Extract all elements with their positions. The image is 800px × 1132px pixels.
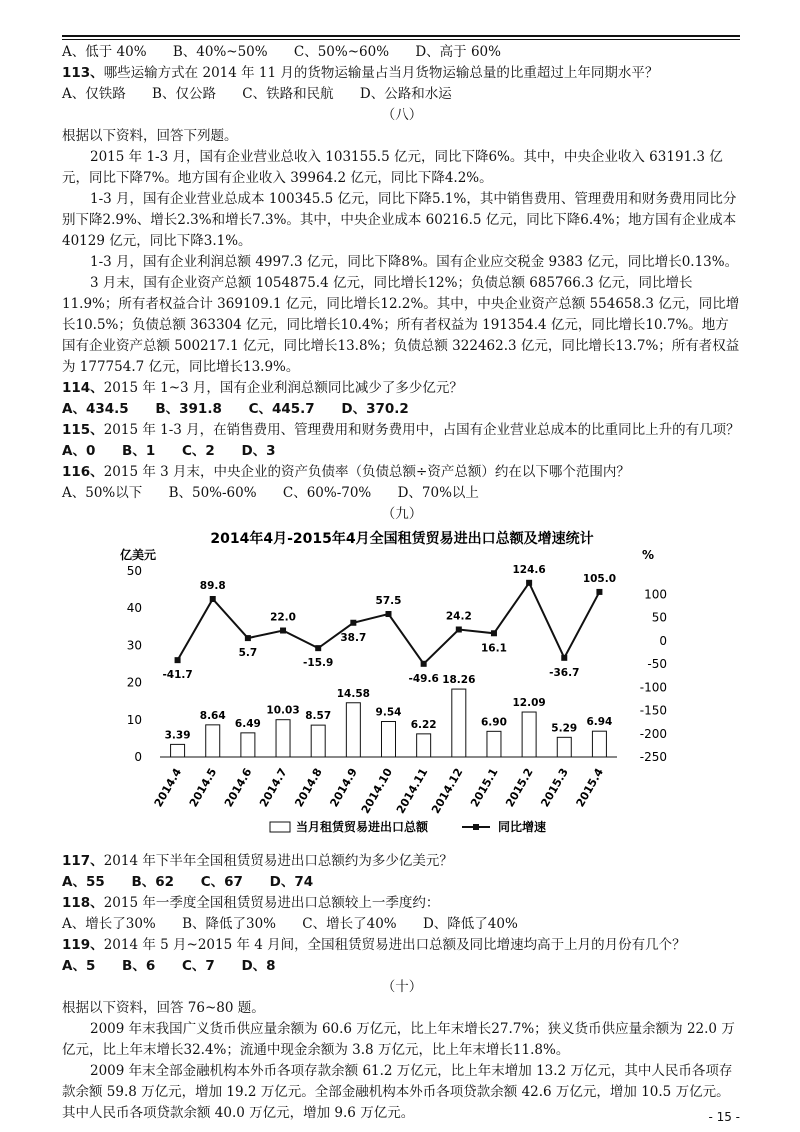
q114-options [62,399,742,420]
growth-rate-label: -41.7 [162,669,193,682]
growth-rate-label: 22.0 [270,611,296,624]
header-rule-thin [62,39,740,40]
q118-option-a: A、增长了30% [62,916,156,932]
x-axis-tick-label: 2015.1 [468,766,501,810]
bar-2014.7 [276,720,290,757]
q118-options [62,914,742,935]
bar-value-label: 5.29 [551,722,578,735]
growth-rate-point [175,657,181,663]
growth-rate-point [280,628,286,634]
q118-stem [62,893,742,914]
legend-bar-label: 当月租赁贸易进出口总额 [296,820,429,834]
q116-options [62,483,742,504]
q112-option-b: B、40%~50% [172,44,268,60]
bar-value-label: 6.49 [234,717,261,730]
x-axis-tick-label: 2014.12 [429,766,466,816]
chart [62,529,742,849]
q112-option-c: C、50%~60% [293,44,390,60]
q114-stem [62,378,742,399]
q113-stem [62,63,742,84]
q114-text: 2015 年 1~3 月，国有企业利润总额同比减少了多少亿元？ [103,380,463,396]
bar-value-label: 10.03 [266,704,300,717]
bar-value-label: 6.22 [410,718,437,731]
growth-rate-point [456,626,462,632]
right-axis-tick-label: -50 [647,657,667,671]
q114-option-a: A、434.5 [62,401,129,417]
q115-option-b: B、1 [122,443,156,459]
section-10-paragraph-1: 2009 年末我国广义货币供应量余额为 60.6 万亿元，比上年末增长27.7%；狭义货币供应量余额为 22.0 万亿元，比上年末增长32.4%；流通中现金余额为 3.8 万亿元，比上年末增长11.8%。 [62,1021,735,1058]
q115-option-a: A、0 [62,443,96,459]
page-number: - 15 - [708,1110,740,1124]
growth-rate-point [421,661,427,667]
q112-options [62,42,742,63]
bar-2014.5 [206,725,220,757]
q118-option-c: C、增长了40% [302,916,397,932]
q115-options [62,441,742,462]
x-axis-tick-label: 2014.4 [151,766,185,810]
q117-options [62,872,742,893]
right-axis-tick-label: -150 [639,703,667,718]
growth-rate-label: 5.7 [238,647,258,660]
q119-number: 119、 [62,937,104,953]
section-10-paragraph-2: 2009 年末全部金融机构本外币各项存款余额 61.2 万亿元，比上年末增加 13.2 万亿元，其中人民币各项存款余额 59.8 万亿元，增加 19.2 万亿元。全部金融机构本外币各项贷款余额 42.6 万亿元，增加 10.5 万亿元。其中人民币各项贷款余额 40.0 万亿元，增加 9.6 万亿元。 [62,1063,733,1121]
x-axis-tick-label: 2014.9 [327,766,360,810]
q117-number: 117、 [62,853,104,869]
q118-option-d: D、降低了40% [422,916,518,932]
right-axis-tick-label: -250 [639,750,667,764]
section-8-intro: 根据以下资料，回答下列题。 [62,128,238,144]
q117-option-a: A、55 [62,874,105,890]
x-axis-tick-label: 2014.6 [221,766,255,810]
legend-line-label: 同比增速 [498,820,547,834]
legend-line-marker [473,824,479,830]
q116-text: 2015 年 3 月末，中央企业的资产负债率（负债总额÷资产总额）约在以下哪个范围内？ [103,464,630,480]
q119-option-d: D、8 [241,958,276,974]
x-axis-tick-label: 2014.7 [257,766,290,810]
q119-options [62,956,742,977]
growth-rate-label: 105.0 [582,572,617,585]
q115-text: 2015 年 1-3 月，在销售费用、管理费用和财务费用中，占国有企业营业总成本的比重同比上升的有几项？ [103,422,740,438]
q112-option-a: A、低于 40% [62,44,147,60]
q119-stem [62,935,742,956]
bar-value-label: 3.39 [164,729,191,742]
q118-text: 2015 年一季度全国租赁贸易进出口总额较上一季度约： [103,895,440,911]
x-axis-tick-label: 2015.2 [503,766,536,810]
bar-value-label: 14.58 [336,687,370,700]
right-axis-tick-label: -200 [639,726,667,741]
q112-option-d: D、高于 60% [415,44,501,60]
q117-option-c: C、67 [200,874,243,890]
bar-value-label: 6.94 [586,716,613,729]
growth-rate-point [210,596,216,602]
q119-text: 2014 年 5 月~2015 年 4 月间，全国租赁贸易进出口总额及同比增速均高于上月的月份有几个？ [103,937,686,953]
growth-rate-label: 89.8 [199,579,226,592]
left-axis-tick-label: 20 [126,675,142,690]
section-8-paragraph-3: 1-3 月，国有企业利润总额 4997.3 亿元，同比下降8%。国有企业应交税金 9383 亿元，同比增长0.13%。 [90,254,739,270]
q117-stem [62,851,742,872]
bar-2015.2 [522,712,536,757]
q113-options [62,84,742,105]
x-axis-tick-label: 2014.5 [186,766,220,810]
q113-option-c: C、铁路和民航 [242,86,334,102]
q114-option-d: D、370.2 [341,401,409,417]
bar-value-label: 6.90 [481,716,507,729]
right-axis-tick-label: -100 [639,680,667,695]
q118-option-b: B、降低了30% [182,916,276,932]
right-axis-tick-label: 50 [651,610,667,625]
bar-value-label: 9.54 [375,706,402,719]
growth-rate-point [491,630,497,636]
section-9-label: （九） [381,506,423,522]
growth-rate-label: 24.2 [445,610,472,623]
bar-2015.1 [487,731,501,757]
bar-value-label: 18.26 [442,674,476,687]
q113-option-a: A、仅铁路 [62,86,126,102]
growth-rate-point [596,589,602,595]
q113-option-b: B、仅公路 [152,86,216,102]
growth-rate-label: 124.6 [512,563,546,576]
q119-option-c: C、7 [181,958,215,974]
x-axis-tick-label: 2014.11 [393,766,431,816]
chart-right-axis-unit: % [642,548,655,562]
growth-rate-point [526,580,532,586]
growth-rate-point [315,645,321,651]
growth-rate-label: 57.5 [375,595,402,608]
bar-2014.9 [346,703,360,757]
q113-number: 113、 [62,65,104,81]
chart-container [62,529,742,849]
section-8-paragraph-4: 3 月末，国有企业资产总额 1054875.4 亿元，同比增长12%；负债总额 685766.3 亿元，同比增长11.9%；所有者权益合计 369109.1 亿元，同比增长12.2%。其中，中央企业资产总额 554658.3 亿元，同比增长10.5%；负债总额 363304 亿元，同比增长10.4%；所有者权益为 191354.4 亿元，同比增长10.7%。地方国有企业资产总额 500217.1 亿元，同比增长13.8%；负债总额 322462.3 亿元，同比增长13.7%；所有者权益为 177754.7 亿元，同比增长13.9%。 [62,275,740,375]
q116-option-a: A、50%以下 [62,485,143,501]
bar-2014.4 [171,744,185,757]
q116-option-d: D、70%以上 [397,485,479,501]
bar-2014.8 [311,725,325,757]
right-axis-tick-label: 0 [659,633,667,648]
left-axis-tick-label: 10 [126,712,142,727]
q119-option-a: A、5 [62,958,96,974]
growth-rate-point [245,635,251,641]
q116-option-b: B、50%-60% [168,485,257,501]
q116-stem [62,462,742,483]
x-axis-tick-label: 2014.8 [292,766,325,810]
left-axis-tick-label: 30 [126,638,142,653]
growth-rate-point [386,611,392,617]
q114-number: 114、 [62,380,104,396]
q119-option-b: B、6 [122,958,156,974]
growth-rate-label: -49.6 [408,672,439,685]
q114-option-b: B、391.8 [155,401,222,417]
bar-2014.12 [452,689,466,757]
growth-rate-label: 16.1 [481,642,507,655]
section-8-paragraph-1: 2015 年 1-3 月，国有企业营业总收入 103155.5 亿元，同比下降6%。其中，中央企业收入 63191.3 亿元，同比下降7%。地方国有企业收入 39964.2 亿元，同比下降4.2%。 [62,149,723,186]
page-content [62,42,742,1124]
q114-option-c: C、445.7 [248,401,315,417]
q115-stem [62,420,742,441]
bar-2014.6 [241,733,255,757]
q113-text: 哪些运输方式在 2014 年 11 月的货物运输量占当月货物运输总量的比重超过上年同期水平？ [103,65,659,81]
q118-number: 118、 [62,895,104,911]
growth-rate-label: -36.7 [549,666,580,679]
q117-text: 2014 年下半年全国租赁贸易进出口总额约为多少亿美元？ [103,853,453,869]
section-8-paragraph-2: 1-3 月，国有企业营业总成本 100345.5 亿元，同比下降5.1%，其中销售费用、管理费用和财务费用同比分别下降2.9%、增长2.3%和增长7.3%。其中，中央企业成本 60216.5 亿元，同比下降6.4%；地方国有企业成本 40129 亿元，同比下降3.1%。 [62,191,737,249]
x-axis-tick-label: 2014.10 [358,766,396,816]
bar-2014.10 [382,722,396,757]
chart-title: 2014年4月-2015年4月全国租赁贸易进出口总额及增速统计 [210,531,594,547]
q117-option-d: D、74 [269,874,314,890]
chart-left-axis-unit: 亿美元 [120,548,157,562]
growth-rate-label: 38.7 [340,631,367,644]
q116-number: 116、 [62,464,104,480]
q115-option-d: D、3 [241,443,276,459]
section-10-label: （十） [381,979,423,995]
bar-value-label: 8.57 [305,710,332,723]
growth-rate-label: -15.9 [303,657,334,670]
header-rule-thick [62,35,740,37]
q116-option-c: C、60%-70% [282,485,372,501]
bar-value-label: 8.64 [199,709,226,722]
section-10-intro: 根据以下资料，回答 76~80 题。 [62,1000,265,1016]
bar-2015.4 [592,731,606,757]
left-axis-tick-label: 40 [126,601,142,616]
growth-rate-point [561,655,567,661]
right-axis-tick-label: 100 [644,587,667,602]
q117-option-b: B、62 [131,874,175,890]
bar-2014.11 [417,734,431,757]
bar-2015.3 [557,737,571,757]
left-axis-tick-label: 50 [126,564,142,578]
q115-number: 115、 [62,422,104,438]
legend-bar-swatch [270,822,290,832]
bar-value-label: 12.09 [512,697,546,710]
x-axis-tick-label: 2015.3 [538,766,571,810]
q115-option-c: C、2 [181,443,215,459]
q113-option-d: D、公路和水运 [359,86,452,102]
left-axis-tick-label: 0 [134,750,142,764]
section-8-label: （八） [381,107,423,123]
x-axis-tick-label: 2015.4 [573,766,607,810]
growth-rate-point [350,620,356,626]
